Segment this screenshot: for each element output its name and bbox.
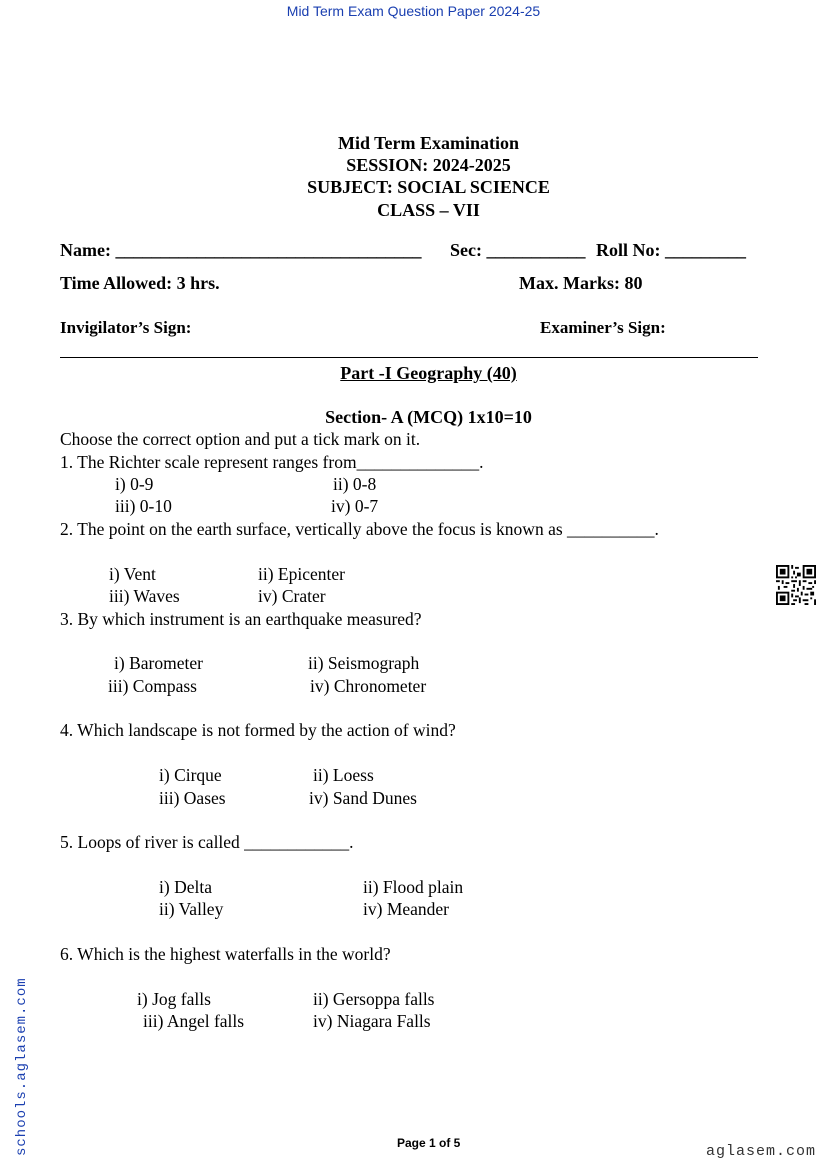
- instruction: Choose the correct option and put a tick mark on it.: [60, 429, 421, 449]
- qr-code-icon: [776, 565, 816, 605]
- watermark-right: aglasem.com: [706, 1143, 817, 1160]
- option: iv) Crater: [258, 586, 326, 606]
- invigilator-sign: Invigilator’s Sign:: [60, 318, 192, 337]
- option: ii) 0-8: [333, 474, 377, 494]
- option: iii) Angel falls: [143, 1011, 245, 1031]
- option: ii) Loess: [313, 765, 374, 785]
- option: iv) 0-7: [331, 496, 379, 516]
- part-title: Part -I Geography (40): [340, 363, 517, 383]
- question-text: 1. The Richter scale represent ranges from______________.: [60, 452, 484, 472]
- question-text: 5. Loops of river is called ____________.: [60, 832, 354, 852]
- watermark-left: schools.aglasem.com: [14, 977, 30, 1156]
- option: i) Barometer: [114, 653, 203, 673]
- option: i) 0-9: [115, 474, 154, 494]
- document-banner: Mid Term Exam Question Paper 2024-25: [286, 3, 541, 19]
- option: iv) Chronometer: [310, 676, 427, 696]
- subject-line: SUBJECT: SOCIAL SCIENCE: [307, 177, 550, 197]
- page-number: Page 1 of 5: [397, 1136, 461, 1150]
- section-title: Section- A (MCQ) 1x10=10: [325, 407, 532, 427]
- question-text: 4. Which landscape is not formed by the action of wind?: [60, 720, 456, 740]
- question-text: 3. By which instrument is an earthquake measured?: [60, 609, 422, 629]
- divider-line: [60, 357, 758, 358]
- option: iii) Oases: [159, 788, 226, 808]
- section-field: Sec: ___________: [450, 240, 586, 260]
- option: iv) Meander: [363, 899, 450, 919]
- option: i) Delta: [159, 877, 212, 897]
- option: ii) Flood plain: [363, 877, 464, 897]
- session-line: SESSION: 2024-2025: [346, 155, 511, 175]
- option: i) Jog falls: [137, 989, 211, 1009]
- option: i) Vent: [109, 564, 156, 584]
- option: ii) Gersoppa falls: [313, 989, 435, 1009]
- examiner-sign: Examiner’s Sign:: [540, 318, 666, 337]
- option: iv) Sand Dunes: [309, 788, 417, 808]
- question-text: 2. The point on the earth surface, vertically above the focus is known as __________.: [60, 519, 659, 539]
- option: iii) Compass: [108, 676, 197, 696]
- roll-number-field: Roll No: _________: [596, 240, 746, 260]
- option: iv) Niagara Falls: [313, 1011, 431, 1031]
- max-marks: Max. Marks: 80: [519, 273, 643, 293]
- question-text: 6. Which is the highest waterfalls in the world?: [60, 944, 391, 964]
- option: ii) Seismograph: [308, 653, 420, 673]
- time-allowed: Time Allowed: 3 hrs.: [60, 273, 220, 293]
- option: i) Cirque: [159, 765, 222, 785]
- option: iii) 0-10: [115, 496, 172, 516]
- option: ii) Epicenter: [258, 564, 345, 584]
- class-line: CLASS – VII: [377, 200, 480, 220]
- option: iii) Waves: [109, 586, 180, 606]
- option: ii) Valley: [159, 899, 224, 919]
- name-field: Name: __________________________________: [60, 240, 422, 260]
- exam-title: Mid Term Examination: [337, 133, 520, 153]
